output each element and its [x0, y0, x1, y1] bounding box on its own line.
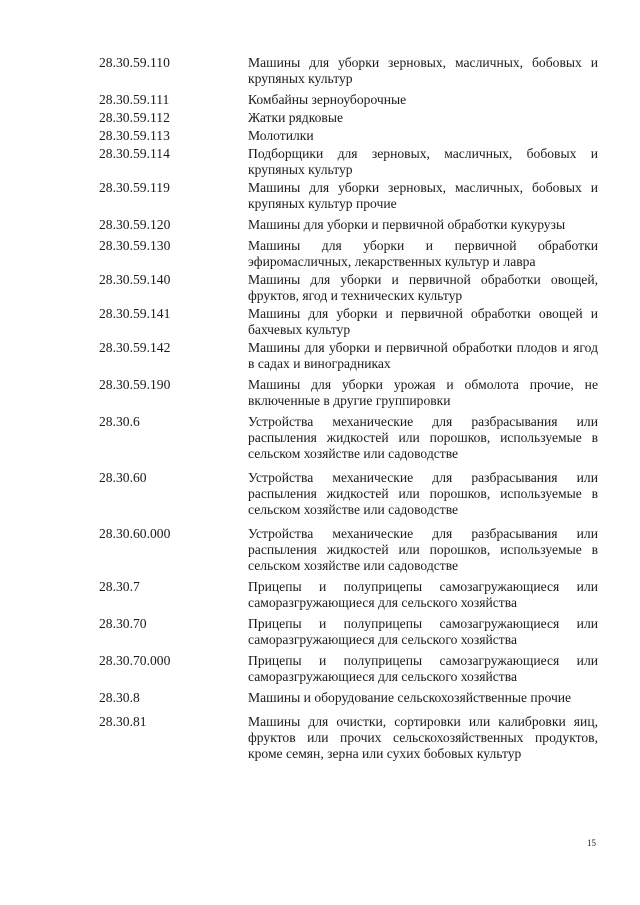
row-description: Подборщики для зерновых, масличных, бобовых и крупяных культур [248, 146, 598, 177]
row-description: Машины для уборки урожая и обмолота прочие, не включенные в другие группировки [248, 377, 598, 408]
row-code: 28.30.60 [99, 470, 147, 485]
table-row [99, 690, 599, 706]
row-code: 28.30.59.142 [99, 340, 171, 355]
row-code: 28.30.59.141 [99, 306, 171, 321]
row-description: Машины для уборки и первичной обработки эфиромасличных, лекарственных культур и лавра [248, 238, 598, 269]
row-description: Прицепы и полуприцепы самозагружающиеся или саморазгружающиеся для сельского хозяйства [248, 653, 598, 684]
row-code: 28.30.70.000 [99, 653, 171, 668]
row-code: 28.30.59.140 [99, 272, 171, 287]
row-description: Машины для уборки зерновых, масличных, бобовых и крупяных культур прочие [248, 180, 598, 211]
row-code: 28.30.59.111 [99, 92, 170, 107]
table-row [99, 146, 599, 178]
row-code: 28.30.8 [99, 690, 140, 705]
row-code: 28.30.6 [99, 414, 140, 429]
row-code: 28.30.59.113 [99, 128, 170, 143]
row-description: Прицепы и полуприцепы самозагружающиеся или саморазгружающиеся для сельского хозяйства [248, 616, 598, 647]
row-code: 28.30.59.130 [99, 238, 171, 253]
table-row [99, 306, 599, 338]
row-code: 28.30.59.120 [99, 217, 171, 232]
table-row [99, 217, 599, 233]
row-description: Устройства механические для разбрасывания или распыления жидкостей или порошков, используемые в сельском хозяйстве или садоводстве [248, 414, 598, 461]
row-code: 28.30.70 [99, 616, 147, 631]
table-row [99, 470, 599, 518]
table-row [99, 616, 599, 648]
page-number: 15 [587, 838, 596, 848]
table-row [99, 272, 599, 304]
row-code: 28.30.7 [99, 579, 140, 594]
row-description: Прицепы и полуприцепы самозагружающиеся или саморазгружающиеся для сельского хозяйства [248, 579, 598, 610]
row-description: Машины для уборки и первичной обработки плодов и ягод в садах и виноградниках [248, 340, 598, 371]
table-row [99, 180, 599, 212]
table-row [99, 340, 599, 372]
row-code: 28.30.60.000 [99, 526, 171, 541]
classification-table [99, 55, 599, 762]
row-code: 28.30.59.112 [99, 110, 170, 125]
row-description: Машины для уборки и первичной обработки кукурузы [248, 217, 566, 232]
table-row [99, 110, 599, 126]
row-code: 28.30.59.110 [99, 55, 170, 70]
table-row [99, 128, 599, 144]
table-row [99, 653, 599, 685]
table-row [99, 414, 599, 462]
row-description: Машины для уборки и первичной обработки овощей и бахчевых культур [248, 306, 598, 337]
table-row [99, 526, 599, 574]
table-row [99, 579, 599, 611]
table-row [99, 377, 599, 409]
row-description: Машины для очистки, сортировки или калибровки яиц, фруктов или прочих сельскохозяйственных продуктов, кроме семян, зерна или сухих бобовых культур [248, 714, 598, 761]
row-code: 28.30.81 [99, 714, 147, 729]
row-description: Молотилки [248, 128, 314, 143]
row-code: 28.30.59.114 [99, 146, 170, 161]
row-description: Машины для уборки зерновых, масличных, бобовых и крупяных культур [248, 55, 598, 86]
row-description: Устройства механические для разбрасывания или распыления жидкостей или порошков, используемые в сельском хозяйстве или садоводстве [248, 470, 598, 517]
table-row [99, 92, 599, 108]
row-description: Комбайны зерноуборочные [248, 92, 407, 107]
row-description: Машины для уборки и первичной обработки овощей, фруктов, ягод и технических культур [248, 272, 598, 303]
table-row [99, 238, 599, 270]
table-row [99, 55, 599, 87]
row-description: Жатки рядковые [248, 110, 344, 125]
table-row [99, 714, 599, 762]
row-description: Машины и оборудование сельскохозяйственные прочие [248, 690, 572, 705]
row-code: 28.30.59.190 [99, 377, 171, 392]
row-description: Устройства механические для разбрасывания или распыления жидкостей или порошков, используемые в сельском хозяйстве или садоводстве [248, 526, 598, 573]
row-code: 28.30.59.119 [99, 180, 170, 195]
